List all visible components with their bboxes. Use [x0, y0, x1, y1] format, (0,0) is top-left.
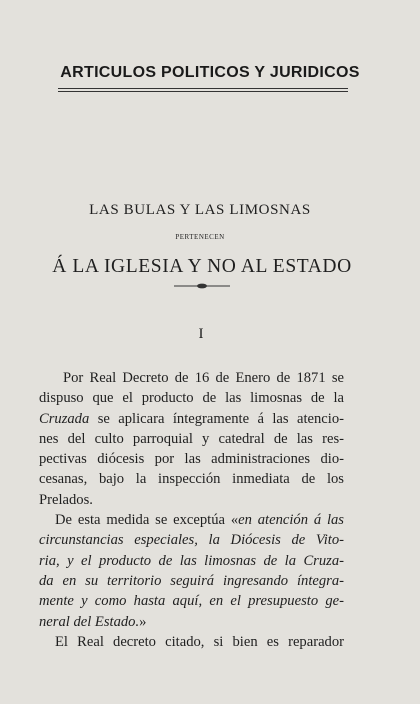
text-line: [39, 409, 344, 429]
text-run: »: [139, 613, 147, 630]
text-line: mente y como hasta aquí, en el presupuesto ge-: [39, 593, 344, 610]
text-line: [39, 612, 344, 632]
text-italic: neral del Estado.: [39, 613, 140, 630]
text-line: Por Real Decreto de 16 de Enero de 1871 se: [63, 370, 344, 386]
running-head: ARTICULOS POLITICOS Y JURIDICOS: [60, 64, 360, 81]
text-line: El Real decreto citado, si bien es reparador: [55, 633, 344, 650]
section-numeral: I: [198, 326, 204, 342]
body-text: [39, 368, 344, 652]
article-title-main: Á LA IGLESIA Y NO AL ESTADO: [52, 256, 352, 277]
text-line: pectivas diócesis por las administraciones dio-: [39, 451, 344, 468]
text-line: circunstancias especiales, la Diócesis de Vito-: [39, 532, 344, 549]
text-line: Prelados.: [39, 491, 93, 508]
text-line: ria, y el producto de las limosnas de la Cruza-: [39, 552, 344, 569]
text-line: nes del culto parroquial y catedral de las res-: [39, 430, 344, 447]
text-run: De esta medida se exceptúa «: [55, 512, 239, 529]
text-line: [39, 510, 344, 530]
header-rule-top: [58, 88, 348, 89]
text-line: da en su territorio seguirá ingresando íntegra-: [39, 572, 344, 589]
article-title-top: LAS BULAS Y LAS LIMOSNAS: [89, 202, 311, 218]
header-rule-bottom: [58, 91, 348, 92]
text-run: se aplicara íntegramente á las atencio-: [89, 410, 344, 427]
text-italic: en atención á las: [238, 512, 344, 529]
text-line: cesanas, bajo la inspección inmediata de los: [39, 471, 344, 488]
text-line: dispuso que el producto de las limosnas de la: [39, 390, 344, 407]
article-title-connector: PERTENECEN: [175, 233, 225, 241]
title-ornament-icon: [174, 282, 230, 290]
text-italic: Cruzada: [39, 410, 90, 427]
